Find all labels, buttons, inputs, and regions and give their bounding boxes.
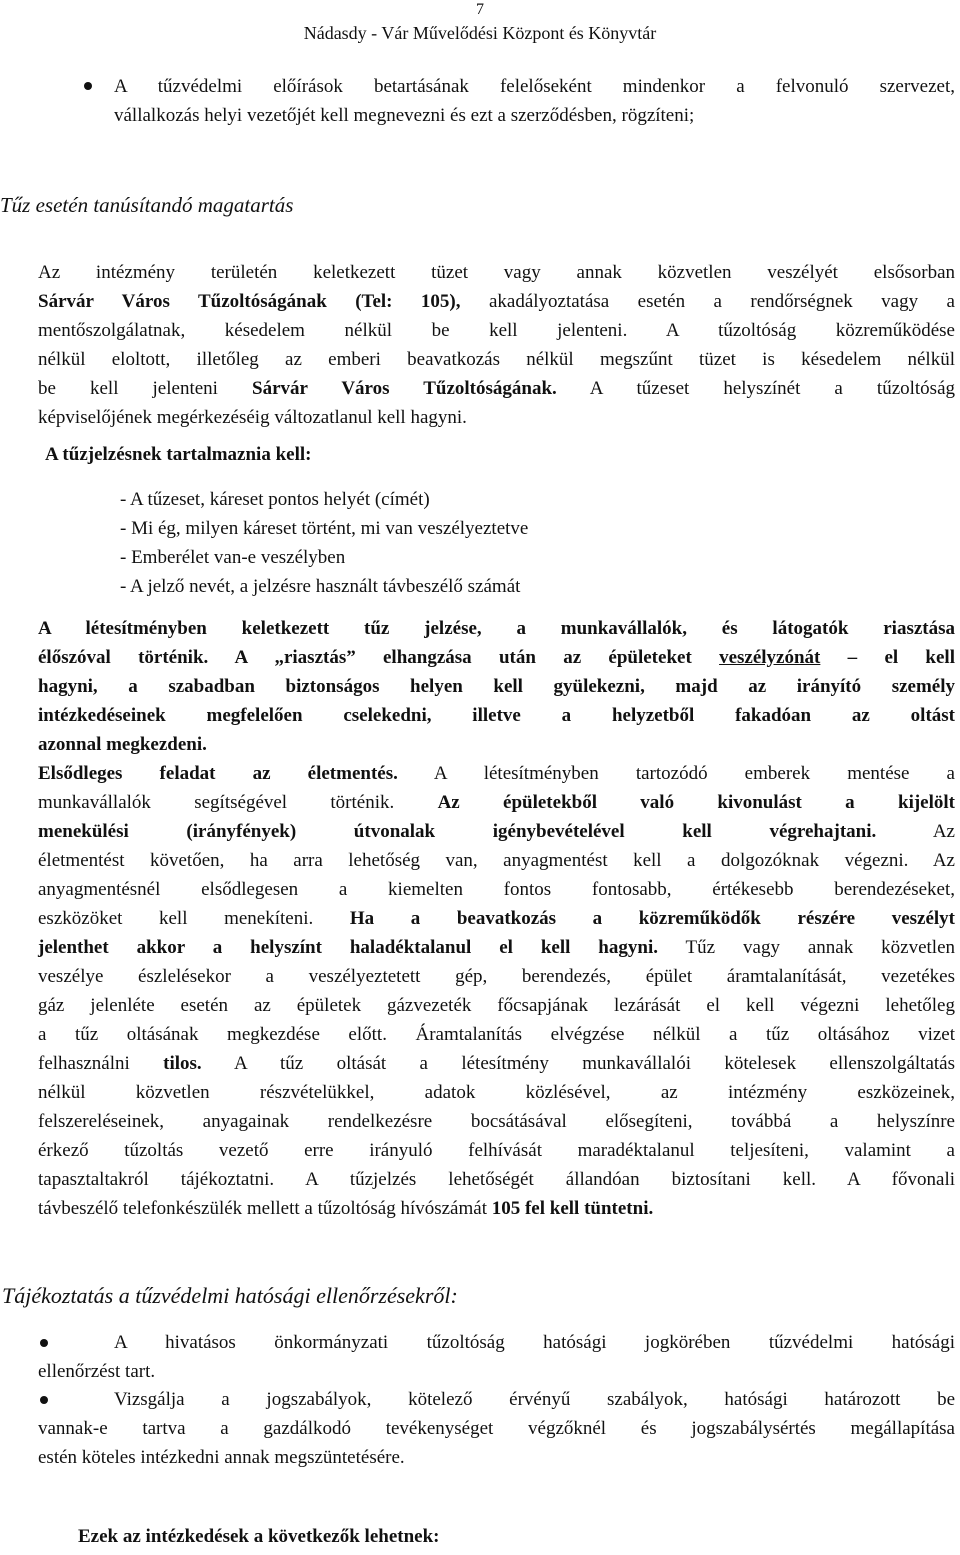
p2-text: élőszóval történik.	[38, 647, 209, 668]
top-bullet-line-1: A tűzvédelmi előírások betartásának felelőseként mindenkor a felvonuló szervezet,	[114, 76, 955, 97]
p1-text: be kell jelenteni	[38, 378, 253, 399]
p2-line-2	[38, 643, 955, 672]
p1-text: mentőszolgálatnak, késedelem nélkül be kell jelenteni.	[38, 320, 628, 341]
page-header: Nádasdy - Vár Művelődési Központ és Könyvtár	[303, 23, 657, 43]
report-item: - Emberélet van-e veszélyben	[120, 547, 346, 568]
report-title: A tűzjelzésnek tartalmaznia kell:	[45, 444, 312, 465]
p2-line-9: életmentést követően, ha arra lehetőség van, anyagmentést kell a dolgozóknak végezni. Az	[38, 850, 955, 871]
p2-line-17: nélkül közvetlen részvételükkel, adatok közlésével, az intézmény eszközeinek,	[38, 1082, 955, 1103]
s2-bullet1-line-2: ellenőrzést tart.	[38, 1361, 156, 1382]
p2-line-8	[38, 817, 955, 846]
p1-line-1: Az intézmény területén keletkezett tüzet vagy annak közvetlen veszélyét elsősorban	[38, 262, 955, 283]
report-item: - A jelző nevét, a jelzésre használt távbeszélő számát	[120, 576, 521, 597]
p2-line-4: intézkedéseinek megfelelően cselekedni, illetve a helyzetből fakadóan az oltást	[38, 705, 955, 726]
p2-text: munkavállalók segítségével történik.	[38, 792, 438, 813]
p2-text: távbeszélő telefonkészülék mellett a tűzoltóság hívószámát	[38, 1198, 492, 1219]
p1-text: A tűzeset helyszínét a tűzoltóság	[556, 378, 956, 399]
p1-text: akadályoztatása esetén a rendőrségnek vagy a	[460, 291, 955, 312]
p2-bold-phone: 105 fel kell tüntetni.	[491, 1198, 654, 1219]
s2-bullet1-line-1: A hivatásos önkormányzati tűzoltóság hatósági jogkörében tűzvédelmi hatósági	[114, 1332, 955, 1353]
bullet-icon	[40, 1339, 48, 1347]
p2-line-14: gáz jelenléte esetén az épületek gázvezeték főcsapjának lezárását el kell végezni lehetőleg	[38, 995, 955, 1016]
p2-line-19: érkező tűzoltás vezető erre irányuló felhívását maradéktalanul teljesíteni, valamint a	[38, 1140, 955, 1161]
closing-line: Ezek az intézkedések a következők lehetnek:	[78, 1526, 440, 1547]
p2-text: el kell	[884, 647, 955, 668]
p1-text: A tűzoltóság közreműködése	[627, 320, 955, 341]
s2-bullet2-line-2: vannak-e tartva a gazdálkodó tevékenységet végzőknél és jogszabálysértés megállapítása	[38, 1418, 955, 1439]
section-title-inspections: Tájékoztatás a tűzvédelmi hatósági ellenőrzésekről:	[2, 1283, 458, 1308]
p2-line-13: veszélye észlelésekor a veszélyeztetett gép, berendezés, épület áramtalanítását, vezetékes	[38, 966, 955, 987]
p2-bold-forbidden: tilos.	[163, 1053, 202, 1074]
p2-line-11	[38, 904, 955, 933]
p2-text: –	[820, 647, 885, 668]
s2-bullet2-line-1: Vizsgálja a jogszabályok, kötelező érvényű szabályok, hatósági határozott be	[114, 1389, 955, 1410]
p1-line-6: képviselőjének megérkezéséig változatlanul kell hagyni.	[38, 407, 467, 428]
bullet-icon	[40, 1396, 48, 1404]
p2-text: A létesítményben tartozódó emberek mentése a	[397, 763, 955, 784]
p2-line-12	[38, 933, 955, 962]
p2-line-10: anyagmentésnél elsődlegesen a kiemelten fontos fontosabb, értékesebb berendezéseket,	[38, 879, 955, 900]
p1-bold-fire-dept: Sárvár Város Tűzoltóságának (Tel: 105),	[38, 291, 461, 312]
p2-line-6	[38, 759, 955, 788]
p2-text: Az	[876, 821, 955, 842]
top-bullet-line-2: vállalkozás helyi vezetőjét kell megnevezni és ezt a szerződésben, rögzíteni;	[114, 105, 695, 126]
p2-line-18: felszereléseinek, anyagainak rendelkezésre bocsátásával elősegíteni, továbbá a helyszínre	[38, 1111, 955, 1132]
report-item: - A tűzeset, káreset pontos helyét (címét)	[120, 489, 430, 510]
p2-text: eszközöket kell menekíteni.	[38, 908, 350, 929]
section-title-fire: Tűz esetén tanúsítandó magatartás	[0, 193, 294, 217]
p2-text: A „riasztás” elhangzása után az épületeket	[208, 647, 720, 668]
p2-bold: jelenthet akkor a helyszínt haladéktalanul el kell hagyni.	[38, 937, 658, 958]
p2-line-16	[38, 1049, 955, 1078]
p2-line-20: tapasztaltakról tájékoztatni. A tűzjelzés lehetőségét állandóan biztosítani kell. A fővonali	[38, 1169, 955, 1190]
p2-text: felhasználni	[38, 1053, 164, 1074]
p2-line-5: azonnal megkezdeni.	[38, 734, 207, 755]
p2-bold: Az épületekből való kivonulást a kijelölt	[437, 792, 955, 813]
p2-text: Tűz vagy annak közvetlen	[657, 937, 956, 958]
p1-line-4: nélkül eloltott, illetőleg az emberi beavatkozás nélkül megszűnt tüzet is késedelem nélkül	[38, 349, 955, 370]
p1-line-2	[38, 287, 955, 316]
p1-bold-fire-dept: Sárvár Város Tűzoltóságának.	[252, 378, 557, 399]
p2-bold: Elsődleges feladat az életmentés.	[38, 763, 398, 784]
bullet-icon	[84, 82, 92, 90]
s2-bullet2-line-3: estén köteles intézkedni annak megszüntetésére.	[38, 1447, 405, 1468]
p2-bold: Ha a beavatkozás a közreműködők részére veszélyt	[349, 908, 955, 929]
report-item: - Mi ég, milyen káreset történt, mi van veszélyeztetve	[120, 518, 529, 539]
p2-text: A tűz oltását a létesítmény munkavállalói kötelesek ellenszolgáltatás	[201, 1053, 955, 1074]
p1-line-5	[38, 374, 955, 403]
p2-line-7	[38, 788, 955, 817]
p2-line-21	[38, 1194, 955, 1223]
p2-line-15: a tűz oltásának megkezdése előtt. Áramtalanítás elvégzése nélkül a tűz oltásához vizet	[38, 1024, 955, 1045]
p2-line-1: A létesítményben keletkezett tűz jelzése, a munkavállalók, és látogatók riasztása	[38, 618, 955, 639]
p2-bold: menekülési (irányfények) útvonalak igénybevételével kell végrehajtani.	[38, 821, 877, 842]
p2-line-3: hagyni, a szabadban biztonságos helyen kell gyülekezni, majd az irányító személy	[38, 676, 955, 697]
p1-line-3	[38, 316, 955, 345]
p2-underline-zone: veszélyzónát	[719, 647, 821, 668]
page-number: 7	[476, 1, 484, 18]
